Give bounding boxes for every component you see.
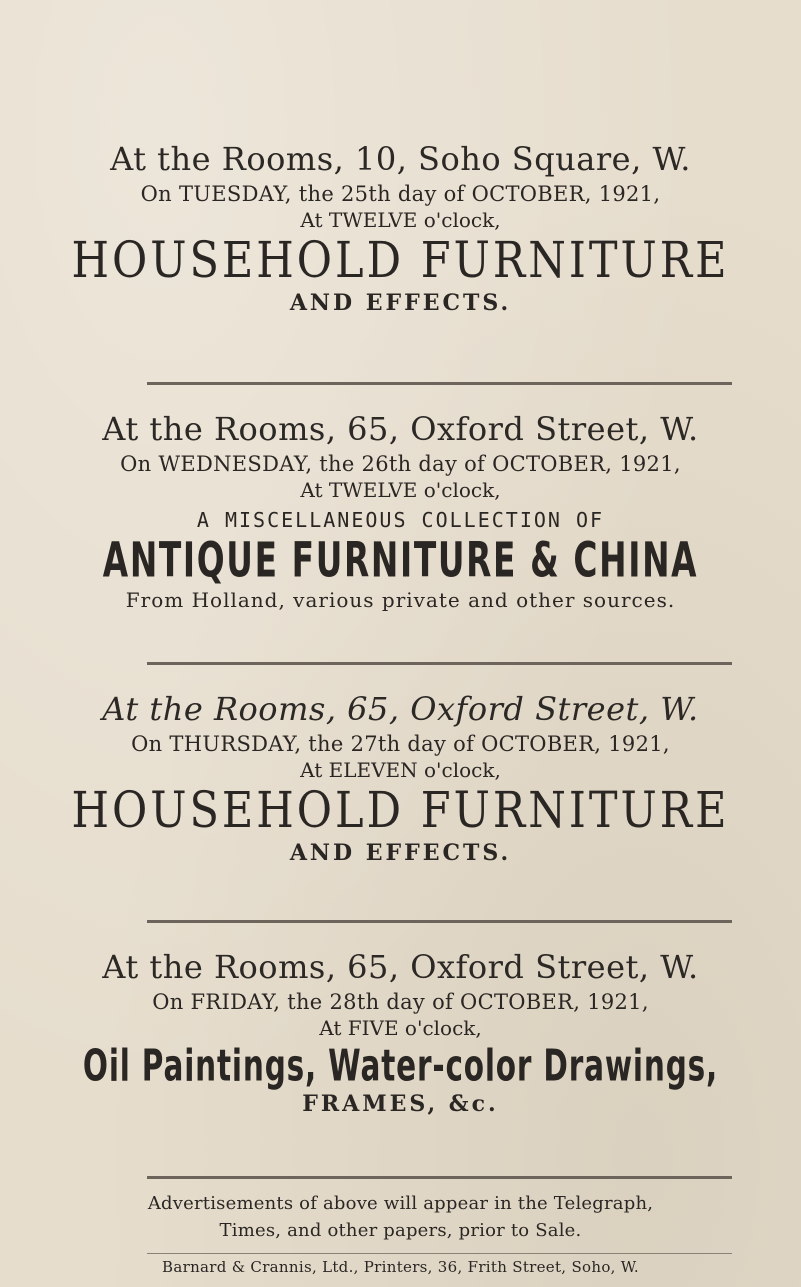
venue-line: At the Rooms, 65, Oxford Street, W. [102, 948, 699, 986]
headline: ANTIQUE FURNITURE & CHINA [102, 533, 699, 589]
sale-section-4 [0, 948, 801, 1117]
divider-rule [147, 920, 732, 923]
date-line: On THURSDAY, the 27th day of OCTOBER, 1921, [131, 732, 670, 756]
time-line: At ELEVEN o'clock, [300, 758, 501, 782]
preline: A MISCELLANEOUS COLLECTION OF [196, 508, 605, 532]
subline: FRAMES, &c. [302, 1091, 499, 1117]
time-line: At TWELVE o'clock, [300, 478, 501, 502]
headline: HOUSEHOLD FURNITURE [71, 782, 730, 840]
headline: HOUSEHOLD FURNITURE [71, 232, 730, 290]
headline: Oil Paintings, Water-color Drawings, [82, 1041, 719, 1092]
subline: AND EFFECTS. [289, 290, 512, 316]
date-line: On WEDNESDAY, the 26th day of OCTOBER, 1921, [120, 452, 681, 476]
advert-note [0, 1190, 801, 1244]
date-line: On FRIDAY, the 28th day of OCTOBER, 1921, [152, 990, 649, 1014]
advert-line-2: Times, and other papers, prior to Sale. [219, 1220, 582, 1241]
subline: AND EFFECTS. [289, 840, 512, 866]
printer-imprint [0, 1258, 801, 1276]
sale-section-2 [0, 410, 801, 612]
printer-line: Barnard & Crannis, Ltd., Printers, 36, Frith Street, Soho, W. [162, 1258, 639, 1276]
advert-line-1: Advertisements of above will appear in the Telegraph, [147, 1193, 654, 1214]
subline: From Holland, various private and other sources. [125, 588, 676, 612]
sale-section-3 [0, 690, 801, 866]
time-line: At TWELVE o'clock, [300, 208, 501, 232]
divider-rule [147, 662, 732, 665]
sale-section-1 [0, 140, 801, 316]
footer-rule [147, 1253, 732, 1254]
venue-line: At the Rooms, 65, Oxford Street, W. [102, 690, 699, 728]
date-line: On TUESDAY, the 25th day of OCTOBER, 1921, [140, 182, 661, 206]
divider-rule [147, 1176, 732, 1179]
time-line: At FIVE o'clock, [319, 1016, 482, 1040]
venue-line: At the Rooms, 65, Oxford Street, W. [102, 410, 699, 448]
venue-line: At the Rooms, 10, Soho Square, W. [110, 140, 691, 178]
divider-rule [147, 382, 732, 385]
